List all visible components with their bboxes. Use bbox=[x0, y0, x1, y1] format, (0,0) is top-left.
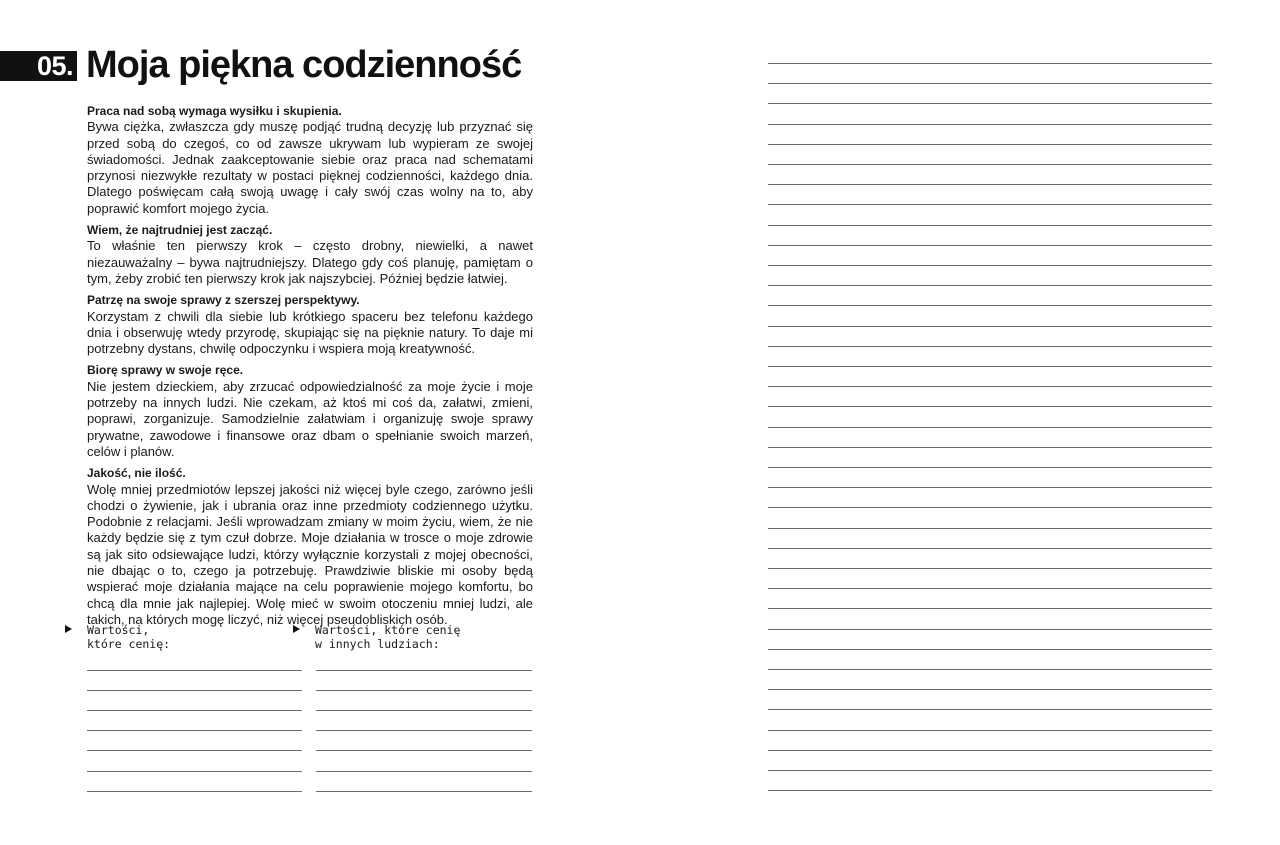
writing-line[interactable] bbox=[768, 285, 1212, 286]
writing-line[interactable] bbox=[87, 670, 302, 671]
writing-line[interactable] bbox=[768, 548, 1212, 549]
own-values-writing-area[interactable] bbox=[87, 0, 302, 845]
section-heading: Jakość, nie ilość. bbox=[87, 466, 186, 481]
writing-line[interactable] bbox=[768, 447, 1212, 448]
writing-line[interactable] bbox=[316, 710, 532, 711]
writing-line[interactable] bbox=[768, 528, 1212, 529]
writing-line[interactable] bbox=[768, 730, 1212, 731]
writing-line[interactable] bbox=[768, 164, 1212, 165]
section-paragraph: Nie jestem dzieckiem, aby zrzucać odpowiedzialność za moje życie i moje potrzeby na innych ludzi. Nie czekam, aż ktoś mi coś da, załatwi, zmieni, poprawi, zorganizuje. Samodzielnie załatwiam i organizuję swoje sprawy prywatne, zawodowe i finansowe oraz dbam o spełnianie swoich marzeń, celów i planów. bbox=[87, 378, 533, 459]
writing-line[interactable] bbox=[87, 730, 302, 731]
writing-line[interactable] bbox=[316, 791, 532, 792]
writing-line[interactable] bbox=[768, 669, 1212, 670]
writing-line[interactable] bbox=[768, 63, 1212, 64]
writing-line[interactable] bbox=[768, 568, 1212, 569]
writing-line[interactable] bbox=[316, 771, 532, 772]
writing-line[interactable] bbox=[87, 710, 302, 711]
arrow-right-icon bbox=[65, 625, 72, 633]
own-values-prompt: Wartości, które cenię: bbox=[87, 623, 171, 651]
chapter-number-badge: 05. bbox=[0, 51, 77, 81]
section-heading: Patrzę na swoje sprawy z szerszej perspektywy. bbox=[87, 293, 360, 308]
section-heading: Biorę sprawy w swoje ręce. bbox=[87, 363, 244, 378]
writing-line[interactable] bbox=[316, 730, 532, 731]
writing-line[interactable] bbox=[768, 103, 1212, 104]
writing-line[interactable] bbox=[768, 709, 1212, 710]
section-paragraph: Korzystam z chwili dla siebie lub krótkiego spaceru bez telefonu każdego dnia i obserwuję wtedy przyrodę, skupiając się na pięknie natury. To daje mi potrzebny dystans, chwilę odpoczynku i wspiera moją kreatywność. bbox=[87, 308, 533, 357]
writing-line[interactable] bbox=[87, 750, 302, 751]
writing-line[interactable] bbox=[768, 507, 1212, 508]
writing-line[interactable] bbox=[768, 184, 1212, 185]
writing-line[interactable] bbox=[768, 366, 1212, 367]
writing-line[interactable] bbox=[768, 689, 1212, 690]
writing-line[interactable] bbox=[768, 770, 1212, 771]
writing-line[interactable] bbox=[768, 790, 1212, 791]
writing-line[interactable] bbox=[87, 771, 302, 772]
writing-line[interactable] bbox=[768, 588, 1212, 589]
writing-line[interactable] bbox=[768, 225, 1212, 226]
writing-line[interactable] bbox=[768, 386, 1212, 387]
notes-writing-area[interactable] bbox=[768, 0, 1212, 845]
writing-line[interactable] bbox=[768, 406, 1212, 407]
writing-line[interactable] bbox=[316, 750, 532, 751]
writing-line[interactable] bbox=[87, 791, 302, 792]
writing-line[interactable] bbox=[768, 144, 1212, 145]
writing-line[interactable] bbox=[316, 690, 532, 691]
section-paragraph: Bywa ciężka, zwłaszcza gdy muszę podjąć trudną decyzję lub przyznać się przed sobą do czegoś, co od zawsze ukrywam lub wypieram ze swojej świadomości. Jednak zaakceptowanie siebie oraz praca nad schematami przynosi niezwykłe rezultaty w postaci pięknej codzienności, każdego dnia. Dlatego poświęcam całą swoją uwagę i cały swój czas wolny na to, aby poprawić komfort mojego życia. bbox=[87, 119, 533, 216]
section-heading: Praca nad sobą wymaga wysiłku i skupienia. bbox=[87, 104, 342, 118]
right-page bbox=[640, 0, 1280, 845]
writing-line[interactable] bbox=[87, 690, 302, 691]
page-title: Moja piękna codzienność bbox=[86, 44, 522, 86]
writing-line[interactable] bbox=[768, 124, 1212, 125]
writing-line[interactable] bbox=[768, 326, 1212, 327]
others-values-writing-area[interactable] bbox=[316, 0, 532, 845]
writing-line[interactable] bbox=[768, 83, 1212, 84]
section-paragraph: To właśnie ten pierwszy krok – często drobny, niewielki, a nawet niezauważalny – bywa najtrudniejszy. Dlatego gdy coś planuję, pamiętam o tym, żeby zrobić ten pierwszy krok jak najszybciej. Później będzie łatwiej. bbox=[87, 238, 533, 286]
writing-line[interactable] bbox=[768, 649, 1212, 650]
writing-line[interactable] bbox=[768, 346, 1212, 347]
writing-line[interactable] bbox=[768, 629, 1212, 630]
writing-line[interactable] bbox=[768, 305, 1212, 306]
others-values-prompt: Wartości, które cenię w innych ludziach: bbox=[315, 623, 461, 651]
writing-line[interactable] bbox=[768, 487, 1212, 488]
section-paragraph: Wolę mniej przedmiotów lepszej jakości niż więcej byle czego, zarówno jeśli chodzi o żywienie, jak i ubrania oraz inne przedmioty codziennego użytku. Podobnie z relacjami. Jeśli wprowadzam zmiany w moim życiu, wiem, że nie każdy będzie się z tym czuł dobrze. Moje działania w trosce o moje zdrowie są jak sito odsiewające ludzi, którzy wyłącznie korzystali z mojej obecności, nie dbając o to, czego ja potrzebuję. Prawdziwie bliskie mi osoby będą wspierać moje działania mające na celu poprawienie mojego komfortu, bo chcą dla mnie jak najlepiej. Wolę mieć w swoim otoczeniu mniej ludzi, ale takich, na których mogę liczyć, niż więcej pseudobliskich osób. bbox=[87, 481, 533, 627]
writing-line[interactable] bbox=[768, 245, 1212, 246]
writing-line[interactable] bbox=[316, 670, 532, 671]
writing-line[interactable] bbox=[768, 204, 1212, 205]
section-heading: Wiem, że najtrudniej jest zacząć. bbox=[87, 223, 273, 238]
writing-line[interactable] bbox=[768, 265, 1212, 266]
writing-line[interactable] bbox=[768, 608, 1212, 609]
writing-line[interactable] bbox=[768, 427, 1212, 428]
writing-line[interactable] bbox=[768, 750, 1212, 751]
writing-line[interactable] bbox=[768, 467, 1212, 468]
